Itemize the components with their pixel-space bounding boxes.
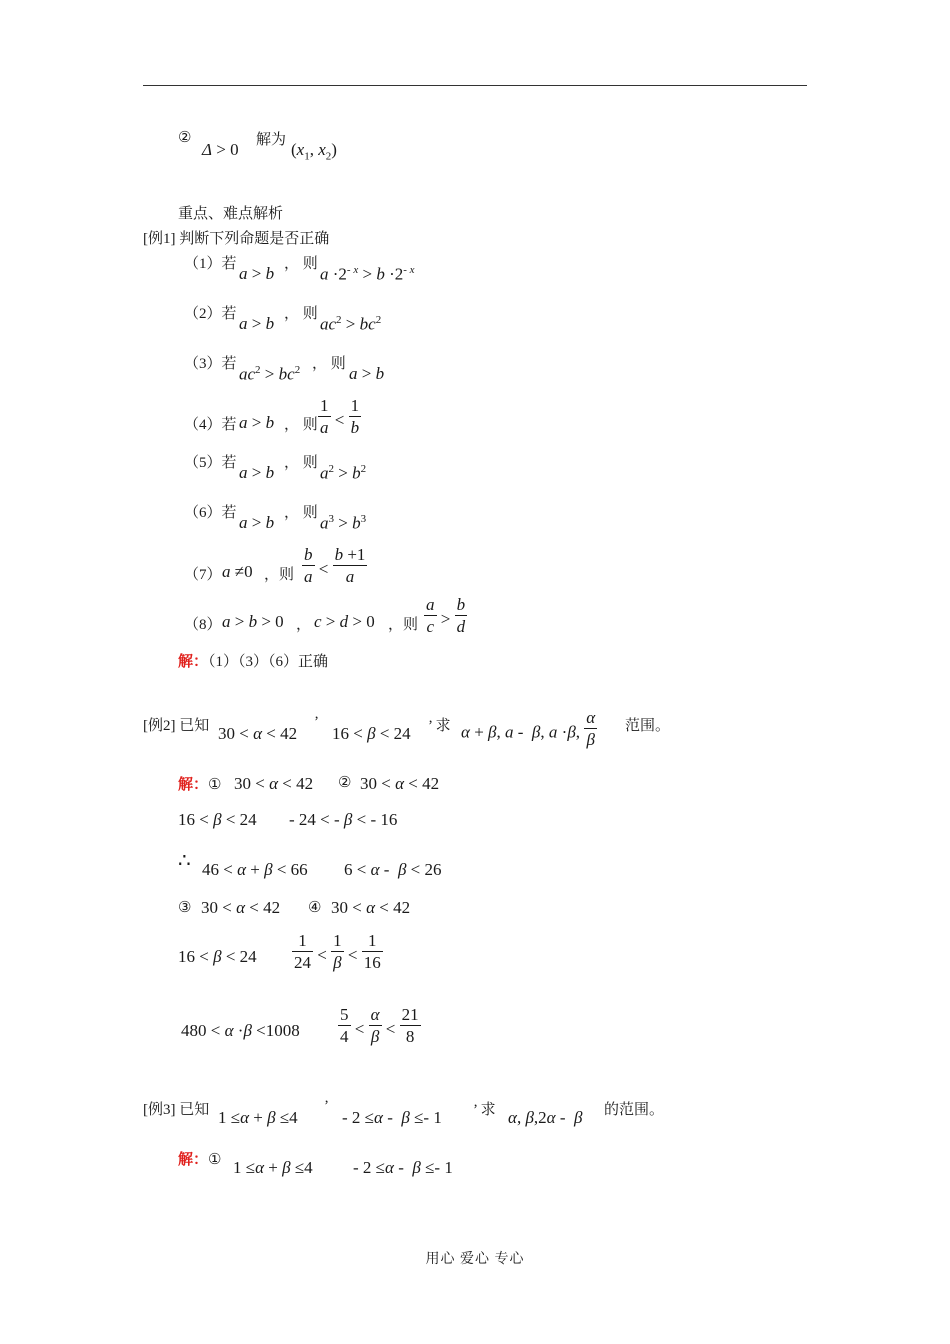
- ex2-tag: [例2] 已知: [143, 718, 210, 734]
- ex3-cond2: - 2 ≤α - β ≤- 1: [342, 1108, 442, 1127]
- root-interval: ($x_1$, $x_2$): [291, 140, 337, 163]
- ex1-item8-concl: $\frac{a}{c}$ > $\frac{b}{d}$: [426, 595, 466, 636]
- ex2-line1-b: 30 < α < 42: [234, 774, 314, 793]
- ex3-cond1: 1 ≤α + β ≤4: [218, 1108, 298, 1127]
- ex1-item8-label: （8）: [184, 617, 222, 633]
- ex1-item3-label: （3）若: [184, 356, 237, 372]
- ex3-ask: ’ 求: [473, 1102, 496, 1118]
- ex1-answer: 解：（1）（3）（6）正确: [178, 654, 329, 670]
- ex1-item7-label: （7）: [184, 567, 222, 583]
- ex1-item2-concl: $ac^2 > bc^2$: [320, 314, 382, 334]
- ex2-line4-c: ④: [308, 900, 322, 916]
- ex1-item5-then: ， 则: [284, 455, 318, 471]
- page-footer: 用心 爱心 专心: [425, 1252, 525, 1267]
- ex1-item3-cond: $ac^2 > bc^2$: [239, 364, 301, 384]
- ex2-ask: ’ 求: [428, 718, 451, 734]
- ex3-line1-c: - 2 ≤α - β ≤- 1: [353, 1158, 453, 1177]
- ex1-item8-cond: a > b > 0: [222, 612, 284, 631]
- ex2-cond1: 30 < α < 42: [218, 724, 298, 743]
- ex3-range-word: 的范围。: [604, 1102, 665, 1118]
- ex1-item6-then: ， 则: [284, 505, 318, 521]
- ex1-item4-then: ， 则: [284, 417, 318, 433]
- ex2-range-word: 范围。: [625, 718, 671, 734]
- ex1-item2-then: ， 则: [284, 306, 318, 322]
- ex2-line6-b: $\frac{5}{4}$ < $\frac{\alpha}{\beta}$ < $\frac{21}{8}$: [340, 1005, 419, 1046]
- ex1-item1-label: （1）若: [184, 256, 237, 272]
- ex2-line3-b: 6 < α - β < 26: [344, 860, 442, 879]
- ex1-item5-concl: $a^2 > b^2$: [320, 463, 367, 483]
- ex3-tag: [例3] 已知: [143, 1102, 210, 1118]
- ex3-comma1: ’: [324, 1098, 329, 1114]
- ex1-item2-cond: a > b: [239, 314, 275, 333]
- ex1-item5-cond: a > b: [239, 463, 275, 482]
- ex3-targets: α, β,2α - β: [508, 1108, 583, 1127]
- ex2-line2-a: 16 < β < 24: [178, 810, 257, 829]
- ex1-item4-cond: a > b: [239, 413, 275, 432]
- ex2-comma1: ’: [314, 714, 319, 730]
- ex1-item6-cond: a > b: [239, 513, 275, 532]
- ex2-answer-label: 解：①: [178, 777, 222, 793]
- ex2-line5-a: 16 < β < 24: [178, 947, 257, 966]
- ex1-item4-label: （4）若: [184, 417, 237, 433]
- ex1-item2-label: （2）若: [184, 306, 237, 322]
- ex2-line5-b: $\frac{1}{24}$ < $\frac{1}{\beta}$ < $\frac{1}{16}$: [294, 931, 381, 972]
- ex2-line3-a: 46 < α + β < 66: [202, 860, 308, 879]
- ex1-item1-cond: a > b: [239, 264, 275, 283]
- ex1-item3-then: ， 则: [312, 356, 346, 372]
- ex2-line4-d: 30 < α < 42: [331, 898, 411, 917]
- ex1-item8-comma: ，: [296, 617, 312, 633]
- ex1-item7-concl: $\frac{b}{a}$ < $\frac{b +1}{a}$: [304, 545, 366, 586]
- section-title: 重点、难点解析: [178, 206, 284, 222]
- ex2-line1-d: 30 < α < 42: [360, 774, 440, 793]
- ex1-item1-concl: $a \cdot 2^{- x} > b \cdot 2^{- x}$: [320, 264, 415, 284]
- ex2-line4-a: ③: [178, 900, 192, 916]
- ex1-item4-concl: $\frac{1}{a}$ < $\frac{1}{b}$: [320, 396, 360, 437]
- ex2-line2-b: - 24 < - β < - 16: [289, 810, 398, 829]
- delta-condition: Δ > 0: [202, 140, 239, 159]
- ex2-line1-c: ②: [338, 775, 352, 791]
- ex2-targets: α + β, a - β, a ·β, $\frac{\alpha}{\beta}$: [461, 708, 596, 749]
- ex3-line1-b: 1 ≤α + β ≤4: [233, 1158, 313, 1177]
- ex1-item7-then: ，则: [264, 567, 295, 583]
- ex1-item6-label: （6）若: [184, 505, 237, 521]
- ex2-line6-a: 480 < α ·β <1008: [181, 1021, 300, 1040]
- ex1-item1-then: ， 则: [284, 256, 318, 272]
- ex2-cond2: 16 < β < 24: [332, 724, 411, 743]
- solution-word: 解为: [256, 132, 287, 148]
- header-rule: [143, 85, 807, 86]
- ex1-item3-concl: a > b: [349, 364, 385, 383]
- ex3-answer-label: 解：①: [178, 1152, 222, 1168]
- therefore-symbol: ∴: [178, 850, 191, 872]
- ex1-item6-concl: $a^3 > b^3$: [320, 513, 367, 533]
- ex1-item8-then: ，则: [388, 617, 419, 633]
- ex1-item7-cond: a ≠0: [222, 562, 253, 581]
- ex1-tag: [例1] 判断下列命题是否正确: [143, 231, 330, 247]
- ex2-line4-b: 30 < α < 42: [201, 898, 281, 917]
- circled-2: ②: [178, 130, 192, 146]
- ex1-item8-cond2: c > d > 0: [314, 612, 375, 631]
- ex1-item5-label: （5）若: [184, 455, 237, 471]
